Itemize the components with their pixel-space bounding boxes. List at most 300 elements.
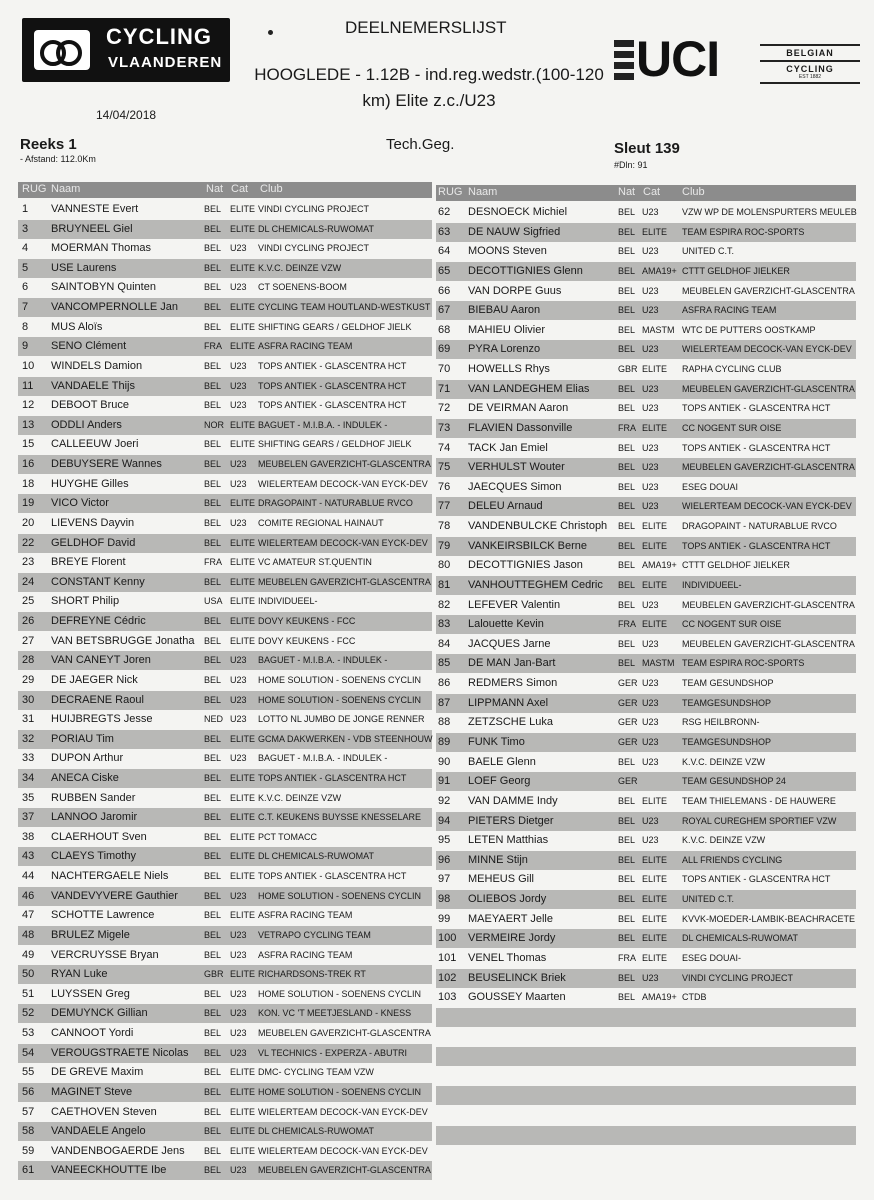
cat-cell: U23 <box>642 717 659 728</box>
nat-cell: BEL <box>204 478 222 489</box>
club-cell: HOME SOLUTION - SOENENS CYCLIN <box>258 694 422 705</box>
nat-cell: BEL <box>204 694 222 705</box>
cat-cell: ELITE <box>642 422 668 433</box>
name-cell: OLIEBOS Jordy <box>468 893 547 906</box>
rug-cell: 16 <box>22 458 35 471</box>
cat-cell: ELITE <box>230 1106 256 1117</box>
name-cell: LANNOO Jaromir <box>51 811 138 824</box>
cat-cell: U23 <box>642 344 659 355</box>
cat-cell: U23 <box>230 282 247 293</box>
col-rug: RUG <box>22 183 47 195</box>
rug-cell: 18 <box>22 477 35 490</box>
club-cell: DL CHEMICALS-RUWOMAT <box>682 933 799 944</box>
cat-cell: ELITE <box>642 952 668 963</box>
name-cell: BRULEZ Migele <box>51 928 130 941</box>
club-cell: TEAM ESPIRA ROC-SPORTS <box>682 226 805 237</box>
name-cell: PIETERS Dietger <box>468 814 554 827</box>
nat-cell: BEL <box>204 988 222 999</box>
table-row <box>436 969 856 988</box>
empty-row <box>436 1067 856 1086</box>
cat-cell: U23 <box>230 380 247 391</box>
table-row <box>18 671 432 690</box>
table-row <box>18 985 432 1004</box>
name-cell: DESNOECK Michiel <box>468 206 568 218</box>
table-row <box>436 203 856 222</box>
cat-cell: U23 <box>642 697 659 708</box>
rug-cell: 55 <box>22 1066 35 1079</box>
nat-cell: BEL <box>204 792 222 803</box>
club-cell: INDIVIDUEEL- <box>258 596 318 607</box>
rug-cell: 52 <box>22 1007 35 1020</box>
club-cell: ROYAL CUREGHEM SPORTIEF VZW <box>682 815 837 826</box>
nat-cell: BEL <box>618 462 636 473</box>
cat-cell: U23 <box>230 988 247 999</box>
nat-cell: BEL <box>204 851 222 862</box>
club-cell: TEAM ESPIRA ROC-SPORTS <box>682 658 805 669</box>
nat-cell: GER <box>618 776 638 787</box>
col-cat: Cat <box>231 183 249 195</box>
name-cell: MAGINET Steve <box>51 1085 133 1098</box>
club-cell: K.V.C. DEINZE VZW <box>682 756 766 767</box>
table-row <box>436 851 856 870</box>
table-row <box>436 576 856 595</box>
club-cell: DOVY KEUKENS - FCC <box>258 635 356 646</box>
cat-cell: U23 <box>230 929 247 940</box>
uci-rainbow-icon <box>614 40 634 80</box>
club-cell: TOPS ANTIEK - GLASCENTRA HCT <box>258 871 407 882</box>
club-cell: WIELERTEAM DECOCK-VAN EYCK-DEV <box>258 1145 428 1156</box>
name-cell: VANEECKHOUTTE Ibe <box>51 1164 167 1177</box>
table-row <box>436 439 856 458</box>
cat-cell: U23 <box>642 246 659 257</box>
cat-cell: U23 <box>642 481 659 492</box>
name-cell: CLAERHOUT Sven <box>51 830 147 843</box>
rug-cell: 75 <box>438 461 451 474</box>
table-row <box>436 223 856 242</box>
nat-cell: BEL <box>204 282 222 293</box>
name-cell: VAN CANEYT Joren <box>51 654 151 667</box>
cat-cell: ELITE <box>230 635 256 646</box>
club-cell: SHIFTING GEARS / GELDHOF JIELK <box>258 439 412 450</box>
name-cell: CAETHOVEN Steven <box>51 1105 157 1118</box>
club-cell: TOPS ANTIEK - GLASCENTRA HCT <box>258 772 407 783</box>
club-cell: CTTT GELDHOF JIELKER <box>682 560 790 571</box>
cat-cell: ELITE <box>230 498 256 509</box>
table-row <box>18 475 432 494</box>
table-row <box>436 713 856 732</box>
name-cell: REDMERS Simon <box>468 677 558 690</box>
uci-logo-text: UCI <box>636 31 720 87</box>
table-row <box>18 298 432 317</box>
cat-cell: U23 <box>230 674 247 685</box>
nat-cell: BEL <box>204 400 222 411</box>
cat-cell: ELITE <box>230 439 256 450</box>
table-row <box>18 769 432 788</box>
nat-cell: BEL <box>618 795 636 806</box>
club-cell: CT SOENENS-BOOM <box>258 282 347 293</box>
rug-cell: 74 <box>438 441 451 454</box>
rug-cell: 6 <box>22 281 29 294</box>
nat-cell: BEL <box>204 223 222 234</box>
cat-cell: U23 <box>230 478 247 489</box>
tech-label: Tech.Geg. <box>386 136 455 153</box>
club-cell: VZW WP DE MOLENSPURTERS MEULEB <box>682 207 857 217</box>
table-row <box>436 812 856 831</box>
table-row <box>18 946 432 965</box>
table-row <box>18 1024 432 1043</box>
name-cell: HUYGHE Gilles <box>51 477 129 490</box>
name-cell: WINDELS Damion <box>51 359 143 372</box>
participants-count: #Dln: 91 <box>614 160 648 170</box>
nat-cell: FRA <box>204 341 222 352</box>
club-cell: TOPS ANTIEK - GLASCENTRA HCT <box>682 874 831 885</box>
name-cell: VANDEVYVERE Gauthier <box>51 889 178 902</box>
rug-cell: 10 <box>22 359 35 372</box>
table-row <box>18 357 432 376</box>
nat-cell: FRA <box>618 619 636 630</box>
club-cell: VINDI CYCLING PROJECT <box>258 204 370 214</box>
name-cell: MAEYAERT Jelle <box>468 912 553 925</box>
name-cell: DEFREYNE Cédric <box>51 615 146 628</box>
nat-cell: BEL <box>618 521 636 532</box>
race-description <box>248 62 610 114</box>
rug-cell: 73 <box>438 421 451 434</box>
name-cell: VEROUGSTRAETE Nicolas <box>51 1046 189 1059</box>
rug-cell: 80 <box>438 559 451 572</box>
rug-cell: 51 <box>22 987 35 1000</box>
empty-row <box>436 1106 856 1125</box>
name-cell: VAN DORPE Guus <box>468 284 562 297</box>
nat-cell: BEL <box>204 1106 222 1117</box>
cat-cell: U23 <box>642 383 659 394</box>
nat-cell: BEL <box>204 772 222 783</box>
table-row <box>436 654 856 673</box>
cat-cell: U23 <box>642 442 659 453</box>
nat-cell: BEL <box>204 910 222 921</box>
nat-cell: BEL <box>618 501 636 512</box>
cat-cell: ELITE <box>230 1145 256 1156</box>
table-row <box>436 772 856 791</box>
rug-cell: 102 <box>438 971 457 984</box>
name-cell: FUNK Timo <box>468 736 525 748</box>
rug-cell: 25 <box>22 595 35 608</box>
rug-cell: 32 <box>22 732 35 745</box>
club-cell: RICHARDSONS-TREK RT <box>258 969 366 980</box>
nat-cell: NOR <box>204 419 224 430</box>
nat-cell: BEL <box>204 655 222 666</box>
nat-cell: BEL <box>618 972 636 983</box>
name-cell: NACHTERGAELE Niels <box>51 870 169 883</box>
name-cell: VERMEIRE Jordy <box>468 932 556 945</box>
rug-cell: 87 <box>438 696 451 709</box>
name-cell: MOERMAN Thomas <box>51 242 152 255</box>
name-cell: LOEF Georg <box>468 775 531 788</box>
club-cell: DL CHEMICALS-RUWOMAT <box>258 223 375 234</box>
table-row <box>436 301 856 320</box>
nat-cell: BEL <box>204 1145 222 1156</box>
nat-cell: BEL <box>618 265 636 276</box>
col-nat: Nat <box>618 186 636 198</box>
club-cell: VETRAPO CYCLING TEAM <box>258 929 371 940</box>
name-cell: BRUYNEEL Giel <box>51 222 133 235</box>
table-row <box>18 808 432 827</box>
nat-cell: BEL <box>204 1086 222 1097</box>
cat-cell: U23 <box>642 207 659 217</box>
table-row <box>18 573 432 592</box>
table-row <box>18 318 432 337</box>
rug-cell: 86 <box>438 677 451 690</box>
rug-cell: 53 <box>22 1027 35 1040</box>
nat-cell: USA <box>204 596 223 607</box>
club-cell: MEUBELEN GAVERZICHT-GLASCENTRA <box>682 285 855 296</box>
cat-cell: ELITE <box>642 226 668 237</box>
rug-cell: 92 <box>438 794 451 807</box>
table-row <box>436 792 856 811</box>
name-cell: ZETZSCHE Luka <box>468 716 553 729</box>
table-row <box>18 730 432 749</box>
table-row <box>18 1122 432 1141</box>
name-cell: DE JAEGER Nick <box>51 673 138 686</box>
table-row <box>436 282 856 301</box>
club-cell: DMC- CYCLING TEAM VZW <box>258 1067 374 1078</box>
name-cell: MEHEUS Gill <box>468 873 535 886</box>
rug-cell: 43 <box>22 850 35 863</box>
name-cell: DE GREVE Maxim <box>51 1066 144 1079</box>
cat-cell: ELITE <box>230 341 256 352</box>
name-cell: DEMUYNCK Gillian <box>51 1007 148 1020</box>
rug-cell: 11 <box>22 379 34 392</box>
club-cell: PCT TOMACC <box>258 831 318 842</box>
name-cell: DECOTTIGNIES Jason <box>468 559 583 572</box>
name-cell: DELEU Arnaud <box>468 500 543 513</box>
nat-cell: BEL <box>204 871 222 882</box>
table-row <box>18 847 432 866</box>
race-line-1: HOOGLEDE - 1.12B - ind.reg.wedstr.(100-120 <box>254 65 604 84</box>
cat-cell: U23 <box>642 305 659 316</box>
club-cell: ASFRA RACING TEAM <box>258 910 353 921</box>
club-cell: CC NOGENT SUR OISE <box>682 422 782 433</box>
table-row <box>18 749 432 768</box>
table-row <box>18 259 432 278</box>
empty-row <box>436 1145 856 1164</box>
name-cell: HOWELLS Rhys <box>468 363 550 376</box>
cat-cell: ELITE <box>642 540 668 551</box>
cat-cell: U23 <box>230 243 247 254</box>
name-cell: ODDLI Anders <box>51 418 122 431</box>
club-cell: VINDI CYCLING PROJECT <box>682 972 794 983</box>
nat-cell: BEL <box>618 874 636 885</box>
rug-cell: 83 <box>438 618 451 631</box>
rug-cell: 28 <box>22 654 35 667</box>
col-naam: Naam <box>51 183 81 195</box>
nat-cell: BEL <box>204 262 222 273</box>
name-cell: HUIJBREGTS Jesse <box>51 713 153 726</box>
table-row <box>18 416 432 435</box>
club-cell: DRAGOPAINT - NATURABLUE RVCO <box>258 498 413 509</box>
cat-cell: ELITE <box>642 364 668 375</box>
rug-cell: 98 <box>438 893 451 906</box>
nat-cell: NED <box>204 714 224 725</box>
club-cell: TOPS ANTIEK - GLASCENTRA HCT <box>682 403 831 414</box>
name-cell: LIPPMANN Axel <box>468 696 549 709</box>
club-cell: HOME SOLUTION - SOENENS CYCLIN <box>258 1086 422 1097</box>
cat-cell: ELITE <box>230 812 256 823</box>
col-rug: RUG <box>438 186 463 198</box>
nat-cell: BEL <box>204 459 222 470</box>
cat-cell: ELITE <box>230 871 256 882</box>
rug-cell: 54 <box>22 1046 35 1059</box>
club-cell: VINDI CYCLING PROJECT <box>258 243 370 254</box>
name-cell: DEBOOT Bruce <box>51 399 130 412</box>
table-row <box>18 612 432 631</box>
nat-cell: BEL <box>618 756 636 767</box>
club-cell: ASFRA RACING TEAM <box>682 305 777 316</box>
cat-cell: U23 <box>642 972 659 983</box>
cat-cell: ELITE <box>230 831 256 842</box>
club-cell: INDIVIDUEEL- <box>682 579 742 590</box>
club-cell: MEUBELEN GAVERZICHT-GLASCENTRA <box>682 638 855 649</box>
cat-cell: U23 <box>230 1047 247 1058</box>
name-cell: VENEL Thomas <box>468 951 547 964</box>
rug-cell: 103 <box>438 991 457 1004</box>
club-cell: WIELERTEAM DECOCK-VAN EYCK-DEV <box>682 501 852 512</box>
rug-cell: 49 <box>22 948 35 961</box>
club-cell: HOME SOLUTION - SOENENS CYCLIN <box>258 988 422 999</box>
logo-line-2: VLAANDEREN <box>108 54 223 71</box>
cat-cell: ELITE <box>230 910 256 921</box>
club-cell: TOPS ANTIEK - GLASCENTRA HCT <box>258 400 407 411</box>
rug-cell: 23 <box>22 556 35 569</box>
table-row <box>18 789 432 808</box>
name-cell: BEUSELINCK Briek <box>468 971 566 984</box>
table-row <box>436 399 856 418</box>
club-cell: TEAM GESUNDSHOP <box>682 678 774 689</box>
cat-cell: U23 <box>230 1028 247 1039</box>
nat-cell: BEL <box>618 815 636 826</box>
name-cell: VAN DAMME Indy <box>468 794 558 807</box>
club-cell: TEAMGESUNDSHOP <box>682 737 772 747</box>
rug-cell: 9 <box>22 340 29 353</box>
cat-cell: ELITE <box>230 772 256 783</box>
table-row <box>18 200 432 219</box>
table-row <box>436 949 856 968</box>
club-cell: RSG HEILBRONN- <box>682 717 760 728</box>
table-row <box>436 497 856 516</box>
table-row <box>436 262 856 281</box>
table-row <box>436 988 856 1007</box>
rug-cell: 94 <box>438 814 451 827</box>
rug-cell: 78 <box>438 520 451 533</box>
club-cell: CC NOGENT SUR OISE <box>682 619 782 630</box>
race-date: 14/04/2018 <box>96 108 157 122</box>
club-cell: MEUBELEN GAVERZICHT-GLASCENTRA <box>682 462 855 473</box>
rug-cell: 67 <box>438 304 451 317</box>
table-row <box>18 553 432 572</box>
name-cell: LETEN Matthias <box>468 834 549 847</box>
name-cell: MAHIEU Olivier <box>468 323 546 336</box>
rug-cell: 66 <box>438 284 451 297</box>
cat-cell: ELITE <box>230 321 256 332</box>
nat-cell: BEL <box>204 439 222 450</box>
col-club: Club <box>260 183 283 195</box>
club-cell: WIELERTEAM DECOCK-VAN EYCK-DEV <box>258 537 428 548</box>
nat-cell: FRA <box>618 422 636 433</box>
cat-cell: AMA19+ <box>642 265 677 276</box>
cat-cell: ELITE <box>230 223 256 234</box>
nat-cell: BEL <box>618 403 636 414</box>
name-cell: DUPON Arthur <box>51 752 124 765</box>
rug-cell: 57 <box>22 1105 35 1118</box>
nat-cell: GER <box>618 678 638 689</box>
club-cell: CYCLING TEAM HOUTLAND-WESTKUST <box>258 302 431 313</box>
nat-cell: BEL <box>618 599 636 610</box>
cat-cell: ELITE <box>230 1067 256 1078</box>
belgian-cycling-line-3: EST 1882 <box>798 74 822 80</box>
cat-cell: U23 <box>230 459 247 470</box>
nat-cell: BEL <box>204 360 222 371</box>
rug-cell: 31 <box>22 713 35 726</box>
name-cell: PORIAU Tim <box>51 732 114 745</box>
cat-cell: ELITE <box>642 894 668 905</box>
table-row <box>436 242 856 261</box>
nat-cell: BEL <box>204 1126 222 1137</box>
name-cell: VAN LANDEGHEM Elias <box>468 382 590 395</box>
nat-cell: BEL <box>618 638 636 649</box>
club-cell: COMITE REGIONAL HAINAUT <box>258 517 384 528</box>
name-cell: VANDENBOGAERDE Jens <box>51 1144 185 1157</box>
cat-cell: U23 <box>230 360 247 371</box>
rug-cell: 96 <box>438 853 451 866</box>
cat-cell: U23 <box>230 753 247 764</box>
name-cell: VICO Victor <box>51 497 109 510</box>
club-cell: WIELERTEAM DECOCK-VAN EYCK-DEV <box>682 344 852 355</box>
club-cell: K.V.C. DEINZE VZW <box>258 792 342 803</box>
club-cell: CTDB <box>682 992 707 1003</box>
dot-mark <box>268 30 273 35</box>
cat-cell: U23 <box>230 400 247 411</box>
table-row <box>18 828 432 847</box>
rug-cell: 47 <box>22 909 35 922</box>
table-row <box>18 887 432 906</box>
rug-cell: 35 <box>22 791 35 804</box>
rug-cell: 71 <box>438 382 451 395</box>
name-cell: SCHOTTE Lawrence <box>51 909 155 922</box>
cat-cell: U23 <box>642 599 659 610</box>
nat-cell: BEL <box>204 576 222 587</box>
nat-cell: BEL <box>618 442 636 453</box>
name-cell: BAELE Glenn <box>468 755 536 768</box>
table-row <box>18 494 432 513</box>
table-header-right <box>436 185 856 201</box>
name-cell: RUBBEN Sander <box>51 791 136 804</box>
table-row <box>436 929 856 948</box>
nat-cell: GER <box>618 737 638 747</box>
nat-cell: BEL <box>204 204 222 214</box>
table-row <box>18 396 432 415</box>
rug-cell: 48 <box>22 928 35 941</box>
nat-cell: BEL <box>204 929 222 940</box>
table-row <box>18 651 432 670</box>
club-cell: WTC DE PUTTERS OOSTKAMP <box>682 324 816 335</box>
cat-cell: ELITE <box>642 521 668 532</box>
rug-cell: 99 <box>438 912 451 925</box>
name-cell: LIEVENS Dayvin <box>51 516 135 529</box>
table-row <box>18 514 432 533</box>
table-row <box>436 910 856 929</box>
club-cell: DOVY KEUKENS - FCC <box>258 616 356 627</box>
nat-cell: BEL <box>618 246 636 257</box>
nat-cell: BEL <box>204 733 222 744</box>
